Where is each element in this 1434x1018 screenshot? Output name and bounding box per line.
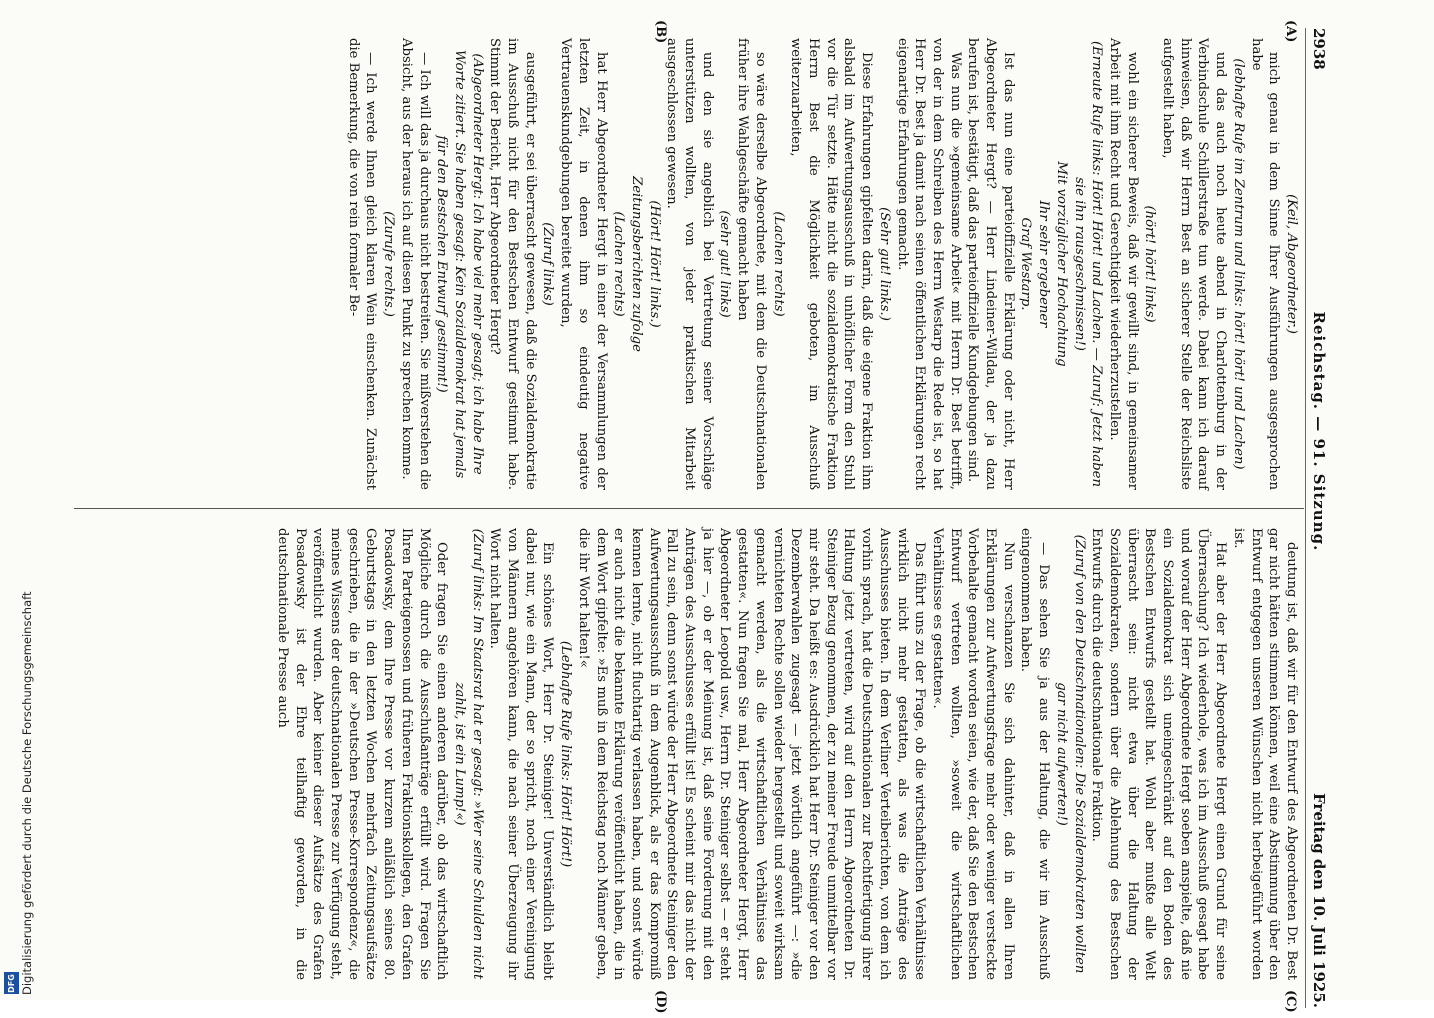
left-column-paragraph: Ist das nun eine parteioffizielle Erklärung oder nicht, Herr Abgeordneter Hergt? — Herr Lindeiner-Wildau, der ja dazu berufen ist, bestätigt, daß das parteioffizielle Kundgebungen sind. xyxy=(965,38,1016,490)
right-column-paragraph: Hat aber der Herr Abgeordnete Hergt einen Grund für seine Überraschung? Ich wiederhole, was ich im Ausschuß gesagt habe und worauf der Herr Abgeordnete Hergt soeben anspielte, daß nie ein Sozialdemokrat sich uneingeschränkt auf den Boden des Bestschen Entwurfs gestellt hat. Wohl aber mußte alle Welt überrascht sein: nicht etwa über die Haltung der Sozialdemokraten, sondern über die Ablehnung des Bestschen Entwurfs durch die deutschnationale Fraktion. xyxy=(1089,528,1229,980)
dfg-logo-text: DFG xyxy=(7,973,17,993)
left-column-paragraph: Zeitungsberichten zufolge xyxy=(628,176,644,352)
left-column-paragraph: Diese Erfahrungen gipfelten darin, daß die eigene Fraktion ihm alsbald im Aufwertungsausschuß in unhöflicher Form den Stuhl vor die Tür setzte. Hätte nicht die sozialdemokratische Fraktion Herrn Best die Möglichkeit geboten, im Ausschuß weiterzuarbeiten, xyxy=(788,38,875,490)
left-column-paragraph: Graf Westarp. xyxy=(1018,217,1034,311)
header-date: Freitag den 10. Juli 1925. xyxy=(1310,793,1328,1008)
left-column-paragraph: (Abgeordneter Hergt: Ich habe viel mehr gesagt; ich habe Ihre Worte zitiert. Sie haben gesagt: Kein Sozialdemokrat hat jemals für den Bestschen Entwurf gestimmt!) xyxy=(434,49,485,479)
right-column-paragraph: deutung ist, daß wir für den Entwurf des Abgeordneten Dr. Best gar nicht hätten stimmen können, weil eine Abstimmung über den Entwurf entgegen unseren Wünschen nicht herbeigeführt worden ist. xyxy=(1230,528,1299,980)
digitization-credit xyxy=(0,591,34,1000)
dfg-logo xyxy=(4,972,19,994)
left-column-paragraph: (Zurufe rechts.) xyxy=(381,211,397,317)
right-column-paragraph: (Lebhafte Rufe links: Hört! Hört!) xyxy=(558,640,574,868)
right-column-paragraph: — Das sehen Sie ja aus der Haltung, die wir im Ausschuß eingenommen haben. xyxy=(1018,528,1052,980)
margin-marker-b: (B) xyxy=(653,20,668,44)
left-column-paragraph: Was nun die »gemeinsame Arbeit« mit Herrn Dr. Best betrifft, von der in dem Schreiben des Herrn Westarp die Rede ist, so hat Herr Dr. Best ja damit nach seinen öffentlichen Erklärungen recht eigenartige Erfahrungen gemacht. xyxy=(894,38,963,490)
left-column-paragraph: (Lachen rechts) xyxy=(611,211,627,317)
left-column-paragraph: und das auch noch heute abend in Charlottenburg in der Verbindschule Schillerstraße tun werde. Dabei kann ich darauf hinweisen, daß wir Herrn Best an sicherer Stelle der Reichsliste aufgestellt haben, xyxy=(1160,38,1229,490)
left-column-paragraph: Mit vorzüglicher Hochachtung xyxy=(1053,161,1069,367)
right-column-paragraph: Nun verschanzen Sie sich dahinter, daß in allen Ihren Erklärungen zur Aufwertungsfrage mehr oder weniger versteckte Vorbehalte gemacht worden seien, wie der, daß Sie den Bestschen Entwurf vertreten wollten, »soweit die wirtschaftlichen Verhältnisse es gestatten«. xyxy=(929,528,1016,980)
left-column-paragraph: hat Herr Abgeordneter Hergt in einer der Versammlungen der letzten Zeit, in denen ihm so eindeutig negative Vertrauenskundgebungen bereitet wurden, xyxy=(558,38,609,490)
right-column xyxy=(273,528,1300,980)
left-column-paragraph: (Keil, Abgeordneter.) xyxy=(1284,194,1299,334)
left-column-paragraph: (Zuruf links) xyxy=(540,222,556,306)
left-column-paragraph: (Sehr gut! links.) xyxy=(876,207,892,321)
left-column-paragraph: (Lachen rechts) xyxy=(770,211,786,317)
right-column-paragraph: (Zuruf von den Deutschnationalen: Die Sozialdemokraten wollten gar nicht aufwerten!) xyxy=(1053,534,1087,974)
left-column-paragraph: ausgeführt, er sei überrascht gewesen, daß die Sozialdemokratie im Ausschuß nicht für den Bestschen Entwurf gestimmt habe. Stimmt der Bericht, Herr Abgeordneter Hergt? xyxy=(487,38,538,490)
right-column-paragraph: (Zuruf links: Im Staatsrat hat er gesagt: »Wer seine Schulden nicht zahlt, ist ein Lump!«) xyxy=(451,528,485,980)
left-column-paragraph: (lebhafte Rufe im Zentrum und links: hört! hört! und Lachen) xyxy=(1230,58,1246,470)
left-column-paragraph: Ihr sehr ergebener xyxy=(1036,200,1052,328)
left-column-paragraph: so wäre derselbe Abgeordnete, mit dem die Deutschnationalen früher ihre Wahlgeschäfte gemacht haben xyxy=(735,38,768,490)
column-divider xyxy=(74,508,1304,509)
left-column-paragraph: mich genau in dem Sinne Ihrer Ausführungen ausgesprochen habe xyxy=(1248,38,1282,490)
left-column-paragraph: (hört! hört! links) xyxy=(1142,205,1158,323)
right-column-paragraph: Das führt uns zu der Frage, ob die wirtschaftlichen Verhältnisse wirklich nicht mehr gestatten, als was die Anträge des Ausschusses bieten. In dem Verliner Verteiberichten, von dem ich vorhin sprach, hat die Deutschnationalen zur Rechtfertigung ihrer Haltung jetzt vertreten, wird auf den Herrn Abgeordneten Dr. Steiniger Bezug genommen, der zu meiner Freude unmittelbar vor mir steht. Da heißt es: Ausdrücklich hat Herr Dr. Steiniger vor den Dezemberwahlen zugesagt — jetzt wörtlich angeführt —: »die vernichteten Rechte sollen wieder hergestellt und soweit wirksam gemacht werden, als die wirtschaftlichen Verhältnisse das gestatten«. Nun fragen Sie mal, Herr Abgeordneter Hergt, Herr Abgeordneter Leopold usw., Herrn Dr. Steiniger selbst — er steht ja hier —, ob er der Meinung ist, daß seine Forderung mit den Anträgen des Ausschusses erfüllt ist! Es scheint mir das nicht der Fall zu sein, denn sonst würde der Herr Abgeordnete Steiniger den Aufwertungsausschuß in dem Augenblick, als er das Kompromiß kennen lernte, nicht fluchtartig verlassen haben, und sonst würde er auch nicht die bekannte Erklärung veröffentlicht haben, die in dem Wort gipfelte: »Es muß in dem Reichstag noch Männer geben, die ihr Wort halten!« xyxy=(575,528,928,980)
left-column-paragraph: — Ich will das ja durchaus nicht bestreiten. Sie mißverstehen die Absicht, aus der heraus ich auf diesen Punkt zu sprechen komme. xyxy=(398,38,432,490)
left-column-paragraph: und den sie angeblich bei Vertretung seiner Vorschläge unterstützen wollten, von jeder praktischen Mitarbeit ausgeschlossen gewesen. xyxy=(664,38,715,490)
left-column xyxy=(344,38,1300,490)
header-title: Reichstag. — 91. Sitzung. xyxy=(1310,311,1328,552)
left-column-paragraph: (sehr gut! links) xyxy=(717,210,733,318)
left-column-paragraph: (Hört! Hört! links.) xyxy=(646,200,662,328)
page-header xyxy=(1305,28,1332,1008)
left-column-paragraph: — Ich werde Ihnen gleich klaren Wein einschenken. Zunächst die Bemerkung, die von rein formaler Be- xyxy=(345,38,379,490)
margin-marker-a: (A) xyxy=(1283,20,1298,43)
right-column-paragraph: Ein schönes Wort, Herr Dr. Steiniger! Unverständlich bleibt dabei nur, wie ein Mann, der so spricht, noch einer Vereinigung von Männern angehören kann, die nach seiner Überzeugung ihr Wort nicht halten. xyxy=(487,528,556,980)
left-column-paragraph: (Erneute Rufe links: Hört! Hört! und Lachen. — Zuruf: Jetzt haben sie ihn rausgeschmissen!) xyxy=(1071,41,1105,487)
left-column-paragraph: wohl ein sicherer Beweis, daß wir gewillt sind, in gemeinsamer Arbeit mit ihm Recht und Gerechtigkeit wiederherzustellen. xyxy=(1106,38,1140,490)
page-number: 2938 xyxy=(1310,28,1328,70)
margin-marker-d: (D) xyxy=(653,990,668,1014)
right-column-paragraph: Oder fragen Sie einen anderen darüber, ob das wirtschaftlich Mögliche durch die Ausschußanträge erfüllt wird. Fragen Sie Ihren Parteigenossen und früheren Fraktionskollegen, den Grafen Posadowsky, dem Ihre Presse vor kurzem anläßlich seines 80. Geburtstags in den letzten Wochen mehrfach Zeitungsaufsätze geschrieben, die in der »Deutschen Presse-Korrespondenz«, die meines Wissens der deutschnationalen Presse zur Verfügung steht, veröffentlicht wurden. Aber keiner dieser Aufsätze des Grafen Posadowsky ist der Ehre teilhaftig geworden, in die deutschnationale Presse auch xyxy=(274,528,450,980)
rotated-document xyxy=(62,18,1332,1018)
margin-marker-c: (C) xyxy=(1283,990,1298,1013)
credit-text: Digitalisierung gefördert durch die Deutsche Forschungsgemeinschaft xyxy=(20,591,34,995)
